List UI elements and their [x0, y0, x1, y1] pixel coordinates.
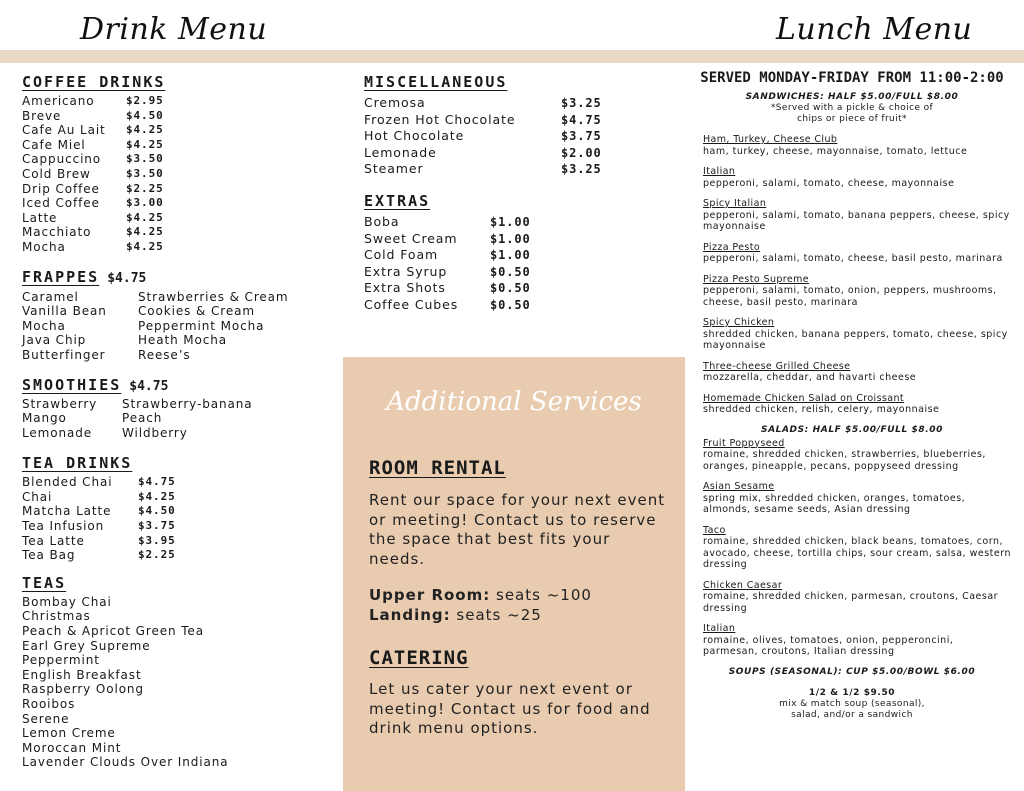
item-price: $3.50 — [126, 152, 164, 166]
sandwiches-heading: SANDWICHES: HALF $5.00/FULL $8.00 — [745, 92, 959, 102]
lunch-item-name: Spicy Italian — [703, 198, 767, 209]
item-price: $4.75 — [561, 112, 602, 127]
lunch-column — [693, 70, 1011, 721]
smoothies-heading-text: SMOOTHIES — [22, 375, 122, 394]
lunch-item-desc: spring mix, shredded chicken, oranges, tomatoes, almonds, sesame seeds, Asian dressing — [703, 492, 966, 515]
lunch-item-name: Pizza Pesto Supreme — [703, 273, 810, 285]
lunch-item — [703, 525, 1011, 571]
lunch-item-name: Pizza Pesto — [703, 241, 761, 253]
item-price: $3.00 — [126, 196, 164, 210]
drinks-middle-column — [364, 73, 664, 314]
lunch-item-desc: romaine, shredded chicken, strawberries, blueberries, oranges, pineapple, pecans, poppyseed dressing — [703, 449, 986, 472]
lunch-item — [703, 317, 1011, 352]
item-price: $4.50 — [138, 504, 176, 518]
frappes-heading — [22, 268, 332, 286]
item-name: Caramel — [22, 289, 79, 304]
item-name: Cold Foam — [364, 247, 439, 263]
item-name: Cafe Miel — [22, 137, 86, 152]
item-name: Strawberry-banana — [122, 396, 253, 411]
teas-list — [22, 595, 332, 770]
misc-list — [364, 95, 664, 178]
item-name: Reese’s — [138, 347, 191, 362]
item-name: Lemonade — [22, 425, 93, 440]
tea-item: Peppermint — [22, 653, 100, 668]
item-name: Drip Coffee — [22, 181, 100, 196]
lunch-item — [703, 274, 1011, 309]
tea-item: Christmas — [22, 609, 91, 624]
menu-row — [364, 297, 664, 314]
room-rental-text: Rent our space for your next event or meeting! Contact us to reserve the space that best fits your needs. — [369, 491, 666, 568]
lunch-item-name: Taco — [703, 524, 726, 536]
menu-row — [22, 211, 332, 226]
item-name: Tea Infusion — [22, 519, 105, 534]
item-price: $4.50 — [126, 108, 164, 122]
lunch-item — [703, 166, 1011, 189]
item-price: $0.50 — [490, 297, 531, 312]
lunch-item-desc: romaine, olives, tomatoes, onion, pepperoncini, parmesan, croutons, Italian dressing — [703, 634, 954, 657]
item-name: Tea Latte — [22, 533, 85, 548]
item-name: Wildberry — [122, 425, 188, 440]
upper-room-value: seats ~100 — [490, 586, 592, 604]
half-half-heading: 1/2 & 1/2 $9.50 — [808, 687, 896, 698]
item-name: Cremosa — [364, 95, 426, 110]
lunch-item-desc: pepperoni, salami, tomato, onion, peppers, mushrooms, cheese, basil pesto, marinara — [703, 285, 997, 308]
room-rental-heading: ROOM RENTAL — [369, 457, 506, 479]
item-price: $2.95 — [126, 94, 164, 107]
tea-item: Raspberry Oolong — [22, 682, 144, 697]
item-price: $3.75 — [138, 519, 176, 533]
item-name: Mocha — [22, 239, 66, 254]
item-name: Iced Coffee — [22, 196, 100, 211]
item-name: Chai — [22, 489, 53, 504]
tea-item: Lemon Creme — [22, 726, 116, 741]
lunch-item-desc: pepperoni, salami, tomato, cheese, basil pesto, marinara — [703, 253, 1003, 264]
menu-row — [22, 490, 332, 505]
lunch-item-desc: shredded chicken, banana peppers, tomato, cheese, spicy mayonnaise — [703, 328, 1008, 351]
menu-row — [364, 145, 664, 162]
landing-value: seats ~25 — [450, 606, 542, 624]
catering-heading: CATERING — [369, 647, 469, 669]
misc-heading: MISCELLANEOUS — [364, 73, 508, 91]
item-name: Americano — [22, 94, 95, 108]
lunch-item-name: Ham, Turkey, Cheese Club — [703, 134, 838, 145]
item-price: $4.25 — [126, 123, 164, 137]
lunch-item — [703, 481, 1011, 516]
item-price: $2.25 — [138, 548, 176, 562]
menu-row — [22, 196, 332, 211]
lunch-item — [703, 134, 1011, 157]
item-price: $2.00 — [561, 145, 602, 160]
teas-heading: TEAS — [22, 573, 67, 592]
sandwiches-note: *Served with a pickle & choice of chips or piece of fruit* — [770, 103, 934, 124]
lunch-item-name: Homemade Chicken Salad on Croissant — [703, 392, 905, 404]
tea-drinks-heading: TEA DRINKS — [22, 454, 133, 473]
item-price: $3.25 — [561, 162, 602, 177]
item-name: Tea Bag — [22, 548, 76, 563]
services-title: Additional Services — [386, 387, 642, 417]
item-price: $0.50 — [490, 281, 531, 296]
drink-menu-title: Drink Menu — [80, 12, 268, 47]
lunch-item — [703, 438, 1011, 473]
lunch-item-desc: pepperoni, salami, tomato, cheese, mayonnaise — [703, 177, 955, 189]
landing-label: Landing: — [369, 606, 451, 624]
item-name: Cappuccino — [22, 152, 102, 167]
item-name: Steamer — [364, 161, 424, 177]
lunch-item-desc: romaine, shredded chicken, parmesan, croutons, Caesar dressing — [703, 591, 999, 614]
item-price: $4.25 — [138, 489, 176, 503]
item-price: $1.00 — [490, 248, 531, 263]
coffee-heading: COFFEE DRINKS — [22, 73, 166, 91]
item-name: Extra Shots — [364, 280, 446, 296]
menu-row — [364, 112, 664, 129]
item-name: Macchiato — [22, 225, 92, 240]
item-price: $1.00 — [490, 231, 531, 246]
item-name: Blended Chai — [22, 475, 113, 490]
lunch-item-name: Italian — [703, 166, 736, 177]
lunch-item-name: Asian Sesame — [703, 481, 775, 492]
upper-room-line — [369, 586, 669, 606]
item-name: Cookies & Cream — [138, 304, 255, 319]
item-name: Coffee Cubes — [364, 296, 459, 312]
extras-heading: EXTRAS — [364, 191, 431, 210]
item-price: $3.95 — [138, 533, 176, 547]
item-price: $4.25 — [126, 225, 164, 239]
item-price: $2.25 — [126, 181, 164, 195]
item-name: Strawberries & Cream — [138, 289, 289, 304]
item-name: Hot Chocolate — [364, 128, 465, 144]
lunch-item-desc: romaine, shredded chicken, black beans, tomatoes, corn, avocado, cheese, tortilla chips, sour cream, salsa, western dressing — [703, 536, 1011, 570]
item-price: $0.50 — [490, 264, 531, 279]
item-name: Peppermint Mocha — [138, 318, 265, 333]
lunch-item-name: Chicken Caesar — [703, 579, 783, 591]
item-name: Lemonade — [364, 144, 437, 160]
frappes-list — [22, 290, 332, 363]
lunch-item-name: Italian — [703, 623, 736, 634]
lunch-item — [703, 580, 1011, 615]
tea-item: Serene — [22, 711, 70, 726]
menu-row — [364, 214, 664, 231]
item-name: Latte — [22, 210, 58, 225]
item-name: Java Chip — [22, 333, 87, 348]
tea-item: Peach & Apricot Green Tea — [22, 624, 204, 639]
smoothies-list — [22, 397, 332, 441]
tea-item: Earl Grey Supreme — [22, 638, 151, 653]
menu-row — [364, 231, 664, 248]
smoothies-price: $4.75 — [129, 378, 169, 394]
item-name: Heath Mocha — [138, 333, 228, 348]
tea-item: Bombay Chai — [22, 594, 112, 609]
item-name: Breve — [22, 108, 62, 123]
landing-line — [369, 606, 669, 626]
item-price: $1.00 — [490, 214, 531, 229]
item-price: $3.75 — [561, 129, 602, 144]
catering-text: Let us cater your next event or meeting! Contact us for food and drink menu options. — [369, 680, 651, 737]
lunch-menu-title: Lunch Menu — [776, 12, 973, 47]
additional-services-panel — [343, 357, 685, 791]
tea-item: Rooibos — [22, 697, 76, 711]
menu-row — [22, 138, 332, 153]
tea-drinks-list — [22, 475, 332, 563]
salad-list — [693, 438, 1011, 658]
menu-row — [22, 240, 332, 255]
coffee-list — [22, 94, 332, 255]
menu-row — [22, 152, 332, 167]
menu-row — [22, 475, 332, 490]
menu-row — [22, 109, 332, 124]
menu-row — [364, 161, 664, 178]
frappes-price: $4.75 — [107, 270, 147, 286]
item-price: $3.50 — [126, 166, 164, 180]
menu-row — [22, 534, 332, 549]
item-name: Mango — [22, 411, 67, 426]
item-price: $4.25 — [126, 210, 164, 224]
item-name: Peach — [122, 411, 163, 426]
tea-item: Lavender Clouds Over Indiana — [22, 755, 229, 770]
menu-row — [22, 182, 332, 197]
lunch-item — [703, 198, 1011, 233]
lunch-item-name: Spicy Chicken — [703, 317, 775, 328]
extras-list — [364, 214, 664, 314]
menu-row — [22, 94, 332, 109]
menu-row — [22, 519, 332, 534]
item-name: Boba — [364, 213, 400, 229]
served-hours: SERVED MONDAY-FRIDAY FROM 11:00-2:00 — [700, 70, 1004, 86]
lunch-item-desc: mozzarella, cheddar, and havarti cheese — [703, 372, 917, 383]
item-name: Extra Syrup — [364, 263, 448, 279]
menu-row — [364, 95, 664, 112]
lunch-item-name: Three-cheese Grilled Cheese — [703, 360, 851, 372]
header-band — [0, 50, 1024, 63]
salads-heading: SALADS: HALF $5.00/FULL $8.00 — [760, 424, 944, 435]
lunch-item — [703, 242, 1011, 265]
menu-row — [364, 264, 664, 281]
tea-item: Moroccan Mint — [22, 740, 122, 755]
upper-room-label: Upper Room: — [369, 586, 491, 604]
item-price: $4.25 — [126, 239, 164, 253]
item-name: Cold Brew — [22, 166, 91, 181]
menu-row — [364, 280, 664, 297]
menu-row — [22, 225, 332, 240]
drinks-left-column — [22, 73, 332, 770]
smoothies-heading — [22, 376, 332, 394]
half-half-note: mix & match soup (seasonal), salad, and/or a sandwich — [779, 698, 925, 720]
item-price: $4.25 — [126, 137, 164, 151]
menu-row — [22, 167, 332, 182]
frappes-heading-text: FRAPPES — [22, 267, 100, 286]
menu-row — [364, 247, 664, 264]
item-name: Sweet Cream — [364, 230, 458, 246]
item-name: Mocha — [22, 318, 66, 333]
tea-item: English Breakfast — [22, 667, 142, 682]
lunch-item-desc: shredded chicken, relish, celery, mayonnaise — [703, 404, 940, 415]
lunch-item — [703, 623, 1011, 658]
lunch-item-name: Fruit Poppyseed — [703, 437, 785, 449]
item-name: Matcha Latte — [22, 504, 112, 519]
lunch-item — [703, 393, 1011, 416]
item-price: $4.75 — [138, 475, 176, 489]
item-name: Butterfinger — [22, 347, 106, 362]
lunch-item-desc: ham, turkey, cheese, mayonnaise, tomato, lettuce — [703, 145, 968, 157]
item-name: Cafe Au Lait — [22, 123, 106, 138]
item-name: Frozen Hot Chocolate — [364, 111, 516, 127]
soups-heading: SOUPS (SEASONAL): CUP $5.00/BOWL $6.00 — [728, 666, 976, 677]
menu-row — [22, 123, 332, 138]
lunch-item — [703, 361, 1011, 384]
menu-row — [22, 504, 332, 519]
menu-row — [22, 548, 332, 563]
menu-row — [364, 128, 664, 145]
item-name: Strawberry — [22, 396, 98, 411]
sandwich-list — [693, 134, 1011, 416]
item-price: $3.25 — [561, 96, 602, 110]
lunch-item-desc: pepperoni, salami, tomato, banana peppers, cheese, spicy mayonnaise — [703, 209, 1010, 232]
item-name: Vanilla Bean — [22, 304, 107, 319]
